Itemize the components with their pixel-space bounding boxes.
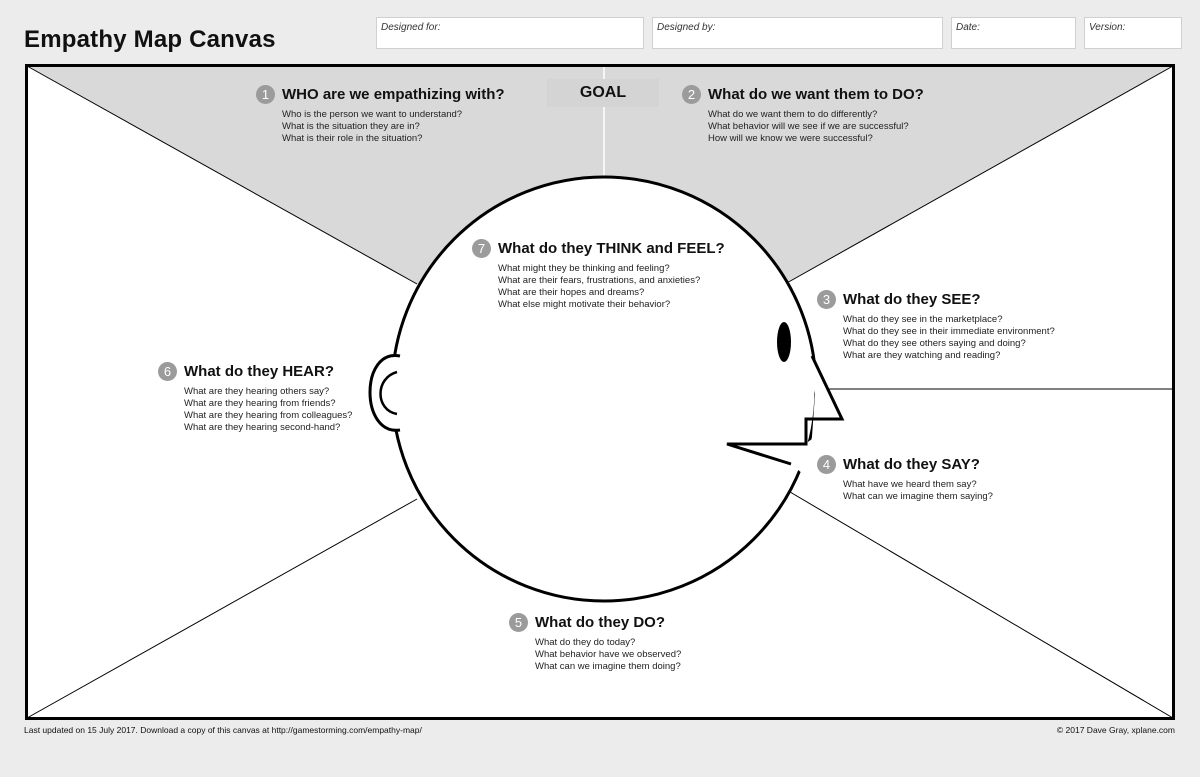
footer-right: © 2017 Dave Gray, xplane.com — [1056, 725, 1175, 735]
section-say-number: 4 — [817, 455, 836, 474]
version-label: Version: — [1089, 22, 1126, 33]
section-say[interactable] — [817, 455, 993, 503]
footer-left: Last updated on 15 July 2017. Download a copy of this canvas at http://gamestorming.com/empathy-map/ — [24, 725, 422, 735]
section-do-goal-number: 2 — [682, 85, 701, 104]
section-do[interactable] — [509, 613, 681, 673]
question: What might they be thinking and feeling? — [498, 263, 670, 274]
question: What are their hopes and dreams? — [498, 287, 645, 298]
page-title: Empathy Map Canvas — [24, 26, 276, 53]
section-do-goal[interactable] — [682, 85, 924, 145]
question: What are they hearing from friends? — [184, 398, 336, 409]
question: How will we know we were successful? — [708, 133, 873, 144]
date-label: Date: — [956, 22, 980, 33]
goal-label: GOAL — [547, 79, 659, 107]
section-do-title: What do they DO? — [535, 614, 665, 631]
section-see-number: 3 — [817, 290, 836, 309]
eye — [777, 322, 791, 362]
section-say-title: What do they SAY? — [843, 456, 980, 473]
question: What do they see others saying and doing? — [843, 338, 1026, 349]
section-see[interactable] — [817, 290, 1055, 362]
question: What is the situation they are in? — [282, 121, 420, 132]
question: What do they see in the marketplace? — [843, 314, 1003, 325]
section-see-title: What do they SEE? — [843, 291, 981, 308]
question: What behavior have we observed? — [535, 649, 682, 660]
question: What are their fears, frustrations, and anxieties? — [498, 275, 701, 286]
designed-for-field[interactable] — [376, 17, 644, 49]
section-hear-title: What do they HEAR? — [184, 363, 334, 380]
question: What are they hearing from colleagues? — [184, 410, 353, 421]
question: What do we want them to do differently? — [708, 109, 878, 120]
section-think-feel[interactable] — [472, 239, 725, 311]
question: What is their role in the situation? — [282, 133, 423, 144]
question: What are they hearing second-hand? — [184, 422, 341, 433]
section-who[interactable] — [256, 85, 505, 145]
question: Who is the person we want to understand? — [282, 109, 463, 120]
section-who-title: WHO are we empathizing with? — [282, 86, 505, 103]
version-field[interactable] — [1084, 17, 1182, 49]
section-think-feel-number: 7 — [472, 239, 491, 258]
question: What can we imagine them saying? — [843, 491, 993, 502]
question: What can we imagine them doing? — [535, 661, 681, 672]
section-think-feel-title: What do they THINK and FEEL? — [498, 240, 725, 257]
question: What are they hearing others say? — [184, 386, 330, 397]
designed-by-label: Designed by: — [657, 22, 716, 33]
question: What have we heard them say? — [843, 479, 977, 490]
section-hear[interactable] — [158, 362, 352, 434]
section-who-number: 1 — [256, 85, 275, 104]
question: What do they see in their immediate environment? — [843, 326, 1055, 337]
empathy-canvas — [25, 64, 1175, 720]
designed-for-label: Designed for: — [381, 22, 441, 33]
section-do-goal-title: What do we want them to DO? — [708, 86, 924, 103]
question: What are they watching and reading? — [843, 350, 1001, 361]
section-do-number: 5 — [509, 613, 528, 632]
question: What else might motivate their behavior? — [498, 299, 671, 310]
date-field[interactable] — [951, 17, 1076, 49]
question: What behavior will we see if we are successful? — [708, 121, 909, 132]
question: What do they do today? — [535, 637, 636, 648]
designed-by-field[interactable] — [652, 17, 943, 49]
section-hear-number: 6 — [158, 362, 177, 381]
